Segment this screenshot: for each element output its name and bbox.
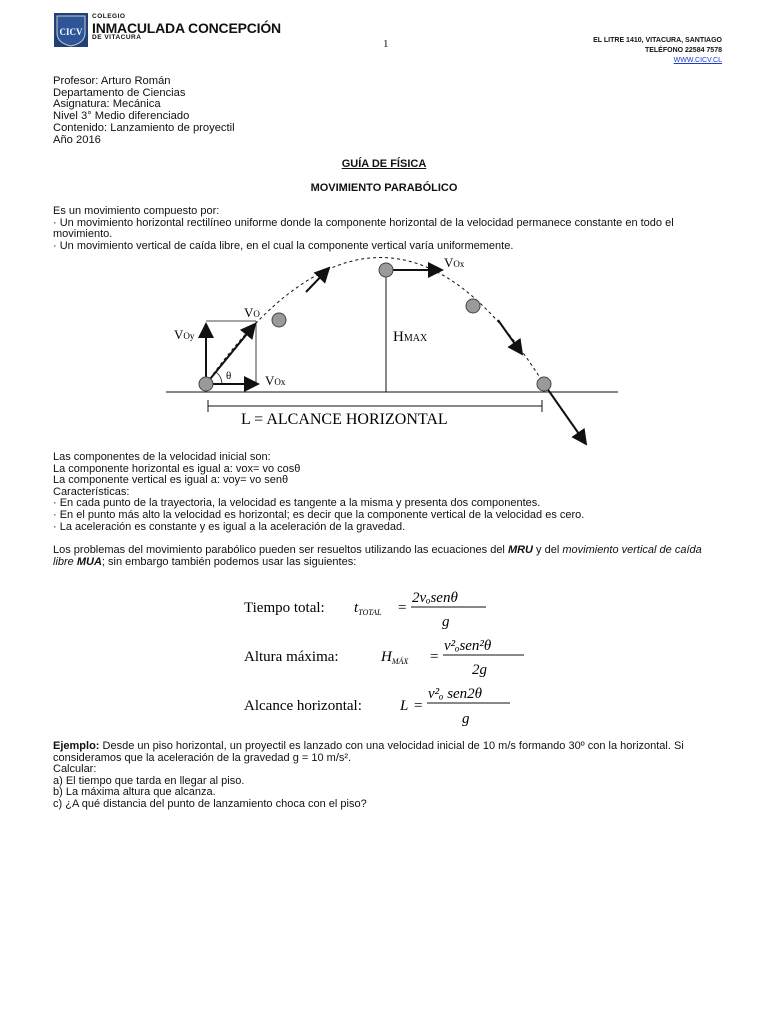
example-question-c: c) ¿A qué distancia del punto de lanzamiento choca con el piso? <box>53 797 367 810</box>
components-line: La componente vertical es igual a: voy= vo senθ <box>53 474 289 487</box>
intro-paragraph <box>53 206 723 252</box>
example-question-a: a) El tiempo que tarda en llegar al piso. <box>53 774 245 787</box>
components-section <box>53 452 723 533</box>
projectile-ball <box>537 377 551 391</box>
school-name: INMACULADA CONCEPCIÓN <box>92 19 281 36</box>
phone-line: TELÉFONO 22584 7578 <box>644 47 722 54</box>
meta-line: Profesor: Arturo Román <box>53 75 171 87</box>
logo-text <box>92 14 281 41</box>
label-vox-bottom: VOx <box>265 373 286 388</box>
topic-title: MOVIMIENTO PARABÓLICO <box>310 182 458 194</box>
svg-text:L: L <box>400 698 409 714</box>
components-line: Características: <box>53 485 130 498</box>
school-address <box>593 36 722 66</box>
svg-text:g: g <box>442 614 450 630</box>
logo-small-bottom: DE VITACURA <box>92 33 142 41</box>
meta-line: Departamento de Ciencias <box>53 86 186 99</box>
components-line: · En el punto más alto la velocidad es horizontal; es decir que la componente vertical de la velocidad es cero. <box>53 508 585 521</box>
problems-paragraph: Los problemas del movimiento parabólico pueden ser resueltos utilizando las ecuaciones del MRU y del movimiento vertical de caída libre MUA; sin embargo también podemos usar las siguientes: <box>53 544 702 568</box>
intro-line: Es un movimiento compuesto por: <box>53 205 220 217</box>
formula-total-time <box>244 590 486 630</box>
tangent-arrow-rising <box>306 268 329 292</box>
document-metadata <box>53 76 235 146</box>
svg-text:=: = <box>414 698 423 714</box>
projectile-ball <box>272 313 286 327</box>
svg-text:HMÁX: $H_{MÁX}$ <box>381 649 409 666</box>
formula-horizontal-range <box>244 686 510 727</box>
example-label: Ejemplo: <box>53 740 100 752</box>
mua-term: MUA <box>76 555 102 568</box>
example-statement: Ejemplo: Desde un piso horizontal, un proyectil es lanzado con una velocidad inicial de 10 m/s formando 30º con la horizontal. Si consideramos que la aceleración de la gravedad g = 10 m/s². <box>53 740 684 764</box>
label-theta: θ <box>226 370 232 382</box>
svg-text:Altura máxima:: Altura máxima: <box>244 649 339 665</box>
impact-arrow <box>544 384 586 444</box>
label-hmax: HMAX <box>393 329 428 345</box>
formula-max-height <box>244 638 524 678</box>
page-number: 1 <box>383 38 389 50</box>
formulas-block <box>240 582 530 732</box>
label-range: L = ALCANCE HORIZONTAL <box>241 411 448 428</box>
trajectory-curve <box>206 258 544 385</box>
label-vo: VO <box>244 305 260 320</box>
components-line: La componente horizontal es igual a: vox= vo cosθ <box>53 462 301 475</box>
svg-text:=: = <box>398 600 407 616</box>
logo-monogram: CICV <box>59 27 83 37</box>
example-section <box>53 741 723 811</box>
projectile-ball <box>199 377 213 391</box>
svg-text:2vₒsenθ: 2vₒsenθ <box>412 590 458 606</box>
svg-text:Tiempo total:: Tiempo total: <box>244 600 325 616</box>
website-link[interactable]: WWW.CICV.CL <box>673 57 722 64</box>
svg-text:v²ₒsen²θ: v²ₒsen²θ <box>444 638 492 654</box>
svg-text:2g: 2g <box>472 662 487 678</box>
example-calc: Calcular: <box>53 763 97 776</box>
angle-arc <box>216 372 222 384</box>
projectile-ball <box>379 263 393 277</box>
meta-line: Nivel 3° Medio diferenciado <box>53 110 190 123</box>
mru-term: MRU <box>507 544 533 556</box>
svg-text:=: = <box>430 649 439 665</box>
mvcl-term: movimiento vertical de caída libre <box>53 544 702 568</box>
intro-line: · Un movimiento vertical de caída libre, en el cual la componente vertical varía uniformemente. <box>53 239 514 252</box>
projectile-ball <box>466 299 480 313</box>
svg-text:v²ₒ sen2θ: v²ₒ sen2θ <box>428 686 483 702</box>
guide-title: GUÍA DE FÍSICA <box>341 158 427 170</box>
label-vox-top: VOx <box>444 255 465 270</box>
logo-small-top: COLEGIO <box>92 13 126 20</box>
svg-text:g: g <box>462 711 470 727</box>
svg-text:tTOTAL: $t_{TOTAL}$ <box>354 600 382 617</box>
address-line: EL LITRE 1410, VITACURA, SANTIAGO <box>593 37 722 44</box>
meta-line: Contenido: Lanzamiento de proyectil <box>53 121 235 134</box>
example-question-b: b) La máxima altura que alcanza. <box>53 786 216 799</box>
intro-line: · Un movimiento horizontal rectilíneo uniforme donde la componente horizontal de la velocidad permanece constante en todo el movimiento. <box>53 216 674 241</box>
svg-text:Alcance horizontal:: Alcance horizontal: <box>244 698 362 714</box>
meta-line: Año 2016 <box>53 133 101 146</box>
meta-line: Asignatura: Mecánica <box>53 98 161 111</box>
tangent-arrow-falling <box>498 320 522 354</box>
components-line: · En cada punto de la trayectoria, la velocidad es tangente a la misma y presenta dos componentes. <box>53 497 541 510</box>
components-line: · La aceleración es constante y es igual a la aceleración de la gravedad. <box>53 520 406 533</box>
label-voy: VOy <box>174 327 195 342</box>
components-line: Las componentes de la velocidad inicial son: <box>53 451 271 463</box>
parabolic-motion-diagram <box>166 254 626 450</box>
